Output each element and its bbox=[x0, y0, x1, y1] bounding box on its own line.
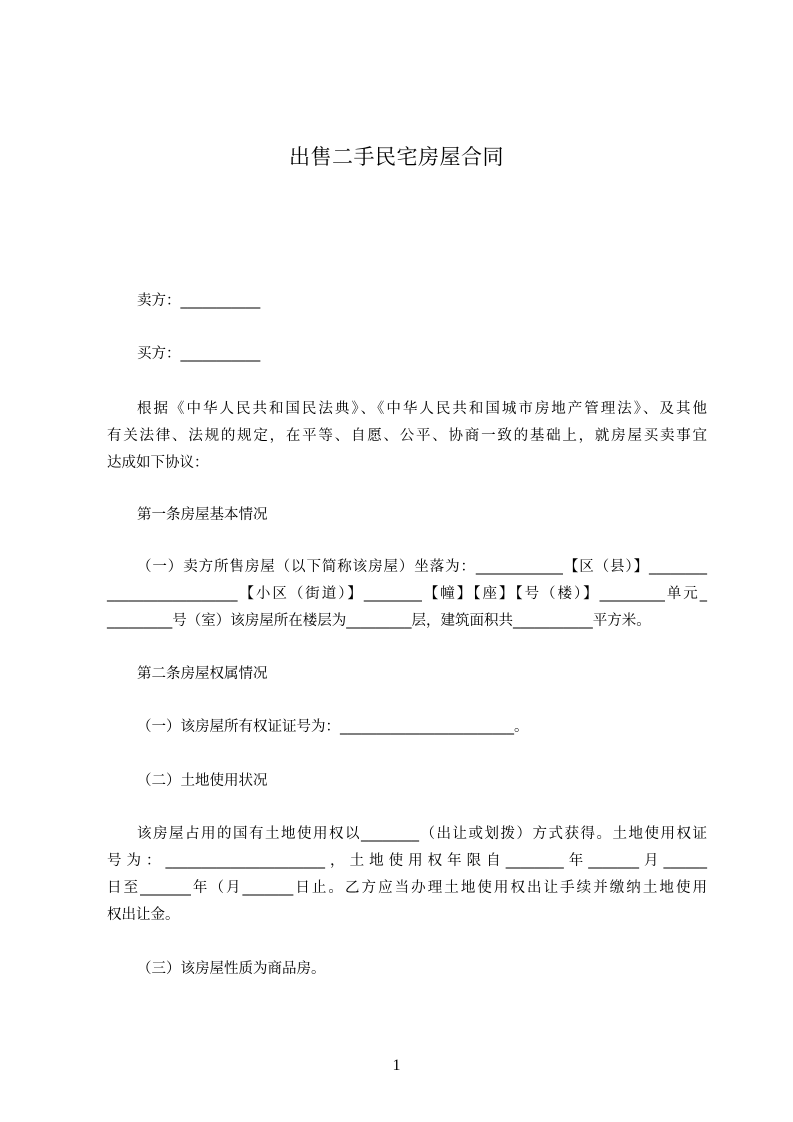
article-2-item-2-heading: （二）土地使用状况 bbox=[137, 773, 268, 789]
land-use-line-1: 该房屋占用的国有土地使用权以________（出让或划拨）方式获得。土地使用权证 bbox=[137, 826, 707, 842]
preamble-line-1: 根据《中华人民共和国民法典》、《中华人民共和国城市房地产管理法》、及其他 bbox=[137, 401, 707, 417]
land-use-line-4: 权出让金。 bbox=[107, 907, 180, 923]
page-number: 1 bbox=[392, 1057, 401, 1074]
preamble-line-2: 有关法律、法规的规定，在平等、自愿、公平、协商一致的基础上，就房屋买卖事宜 bbox=[107, 428, 707, 444]
article-2-heading: 第二条房屋权属情况 bbox=[137, 666, 268, 682]
document-title: 出售二手民宅房屋合同 bbox=[289, 145, 504, 169]
land-use-line-3: 日至_______年（月_______日止。乙方应当办理土地使用权出让手续并缴纳土地使用 bbox=[107, 880, 707, 896]
article-2-item-3: （三）该房屋性质为商品房。 bbox=[137, 961, 326, 977]
preamble-line-3: 达成如下协议： bbox=[107, 455, 209, 471]
buyer-line: 买方：___________ bbox=[137, 346, 261, 362]
land-use-line-2: 号为：______________________，土地使用权年限自________年_______月______ bbox=[107, 853, 707, 869]
article-1-line-3: _________号（室）该房屋所在楼层为_________层，建筑面积共___________平方米。 bbox=[107, 613, 651, 629]
article-2-item-1: （一）该房屋所有权证证号为：________________________。 bbox=[137, 719, 529, 735]
article-1-line-2: __________________【小区（街道）】________【幢】【座】【号（楼）】_________单元_ bbox=[107, 586, 707, 602]
article-1-line-1: （一）卖方所售房屋（以下简称该房屋）坐落为：____________【区（县）】________ bbox=[137, 559, 707, 575]
article-1-heading: 第一条房屋基本情况 bbox=[137, 507, 268, 523]
seller-line: 卖方：___________ bbox=[137, 293, 261, 309]
